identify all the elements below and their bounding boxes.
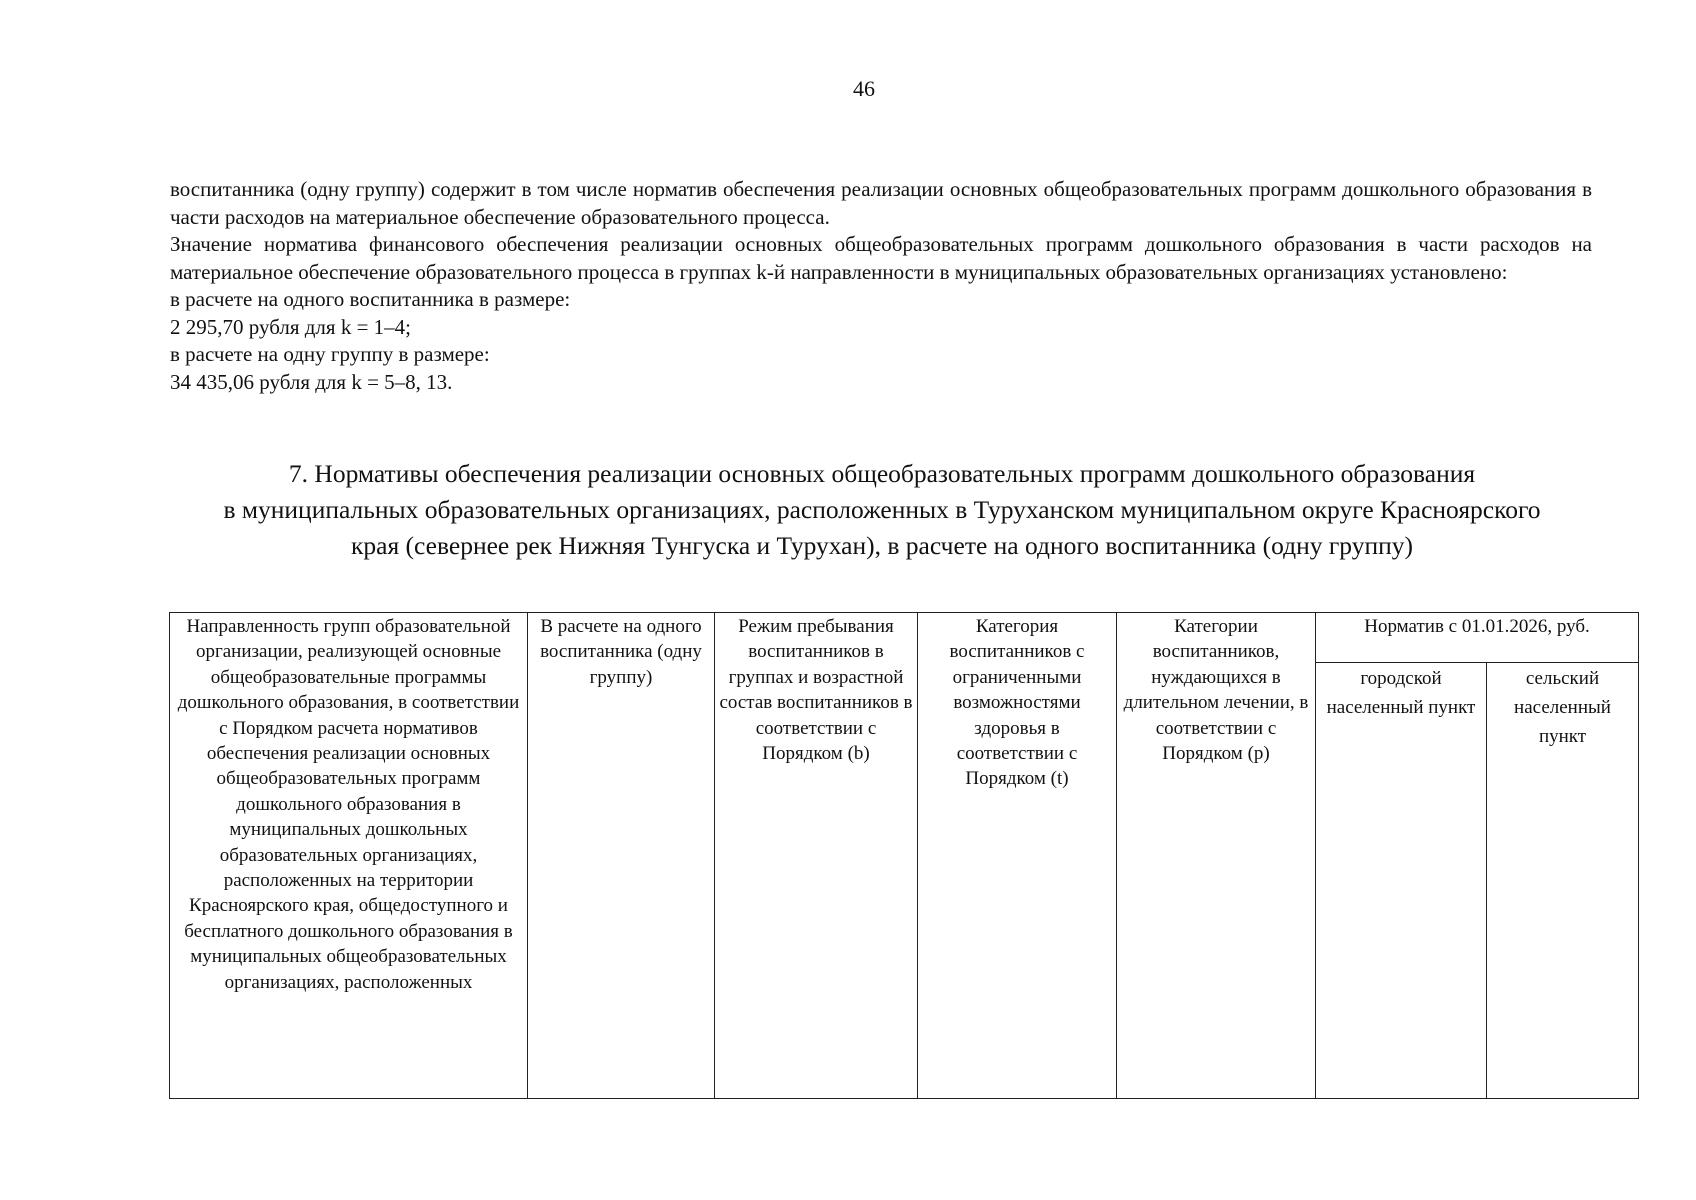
table-header-row	[170, 613, 1639, 663]
header-urban: городской населенный пункт	[1316, 663, 1487, 1099]
paragraph: воспитанника (одну группу) содержит в том числе норматив обеспечения реализации основных общеобразовательных программ дошкольного образования в части расходов на материальное обеспечение образовательного процесса.	[170, 177, 1592, 229]
section-title-line: 7. Нормативы обеспечения реализации основных общеобразовательных программ дошкольного образования	[288, 459, 1476, 488]
header-norm: Норматив с 01.01.2026, руб.	[1316, 613, 1639, 663]
header-disability-category: Категория воспитанников с ограниченными возможностями здоровья в соответствии с Порядком (t)	[918, 613, 1117, 1099]
section-title	[168, 456, 1596, 564]
paragraph: 34 435,06 рубля для k = 5–8, 13.	[170, 369, 453, 394]
body-text	[170, 176, 1592, 396]
header-long-treatment-category: Категории воспитанников, нуждающихся в длительном лечении, в соответствии с Порядком (p)	[1117, 613, 1316, 1099]
paragraph: 2 295,70 рубля для k = 1–4;	[170, 314, 411, 339]
paragraph: в расчете на одного воспитанника в размере:	[170, 287, 571, 311]
header-per-pupil: В расчете на одного воспитанника (одну группу)	[528, 613, 715, 1099]
header-group-direction: Направленность групп образовательной организации, реализующей основные общеобразовательные программы дошкольного образования, в соответствии с Порядком расчета нормативов обеспечения реализации основных общеобразовательных программ дошкольного образования в муниципальных дошкольных образовательных организациях, расположенных на территории Красноярского края, общедоступного и бесплатного дошкольного образования в муниципальных общеобразовательных организациях, расположенных	[170, 613, 528, 1099]
header-rural: сельский населенный пункт	[1487, 663, 1639, 1099]
norms-table	[169, 612, 1639, 1099]
header-stay-mode: Режим пребывания воспитанников в группах и возрастной состав воспитанников в соответствии с Порядком (b)	[715, 613, 918, 1099]
section-title-line: края (севернее рек Нижняя Тунгуска и Турухан), в расчете на одного воспитанника (одну группу)	[350, 531, 1414, 560]
page-number: 46	[853, 76, 875, 101]
paragraph: в расчете на одну группу в размере:	[170, 342, 490, 366]
paragraph: Значение норматива финансового обеспечения реализации основных общеобразовательных программ дошкольного образования в части расходов на материальное обеспечение образовательного процесса в группах k-й направленности в муниципальных образовательных организациях установлено:	[170, 232, 1592, 284]
section-title-line: в муниципальных образовательных организациях, расположенных в Туруханском муниципальном округе Красноярского	[223, 495, 1541, 524]
